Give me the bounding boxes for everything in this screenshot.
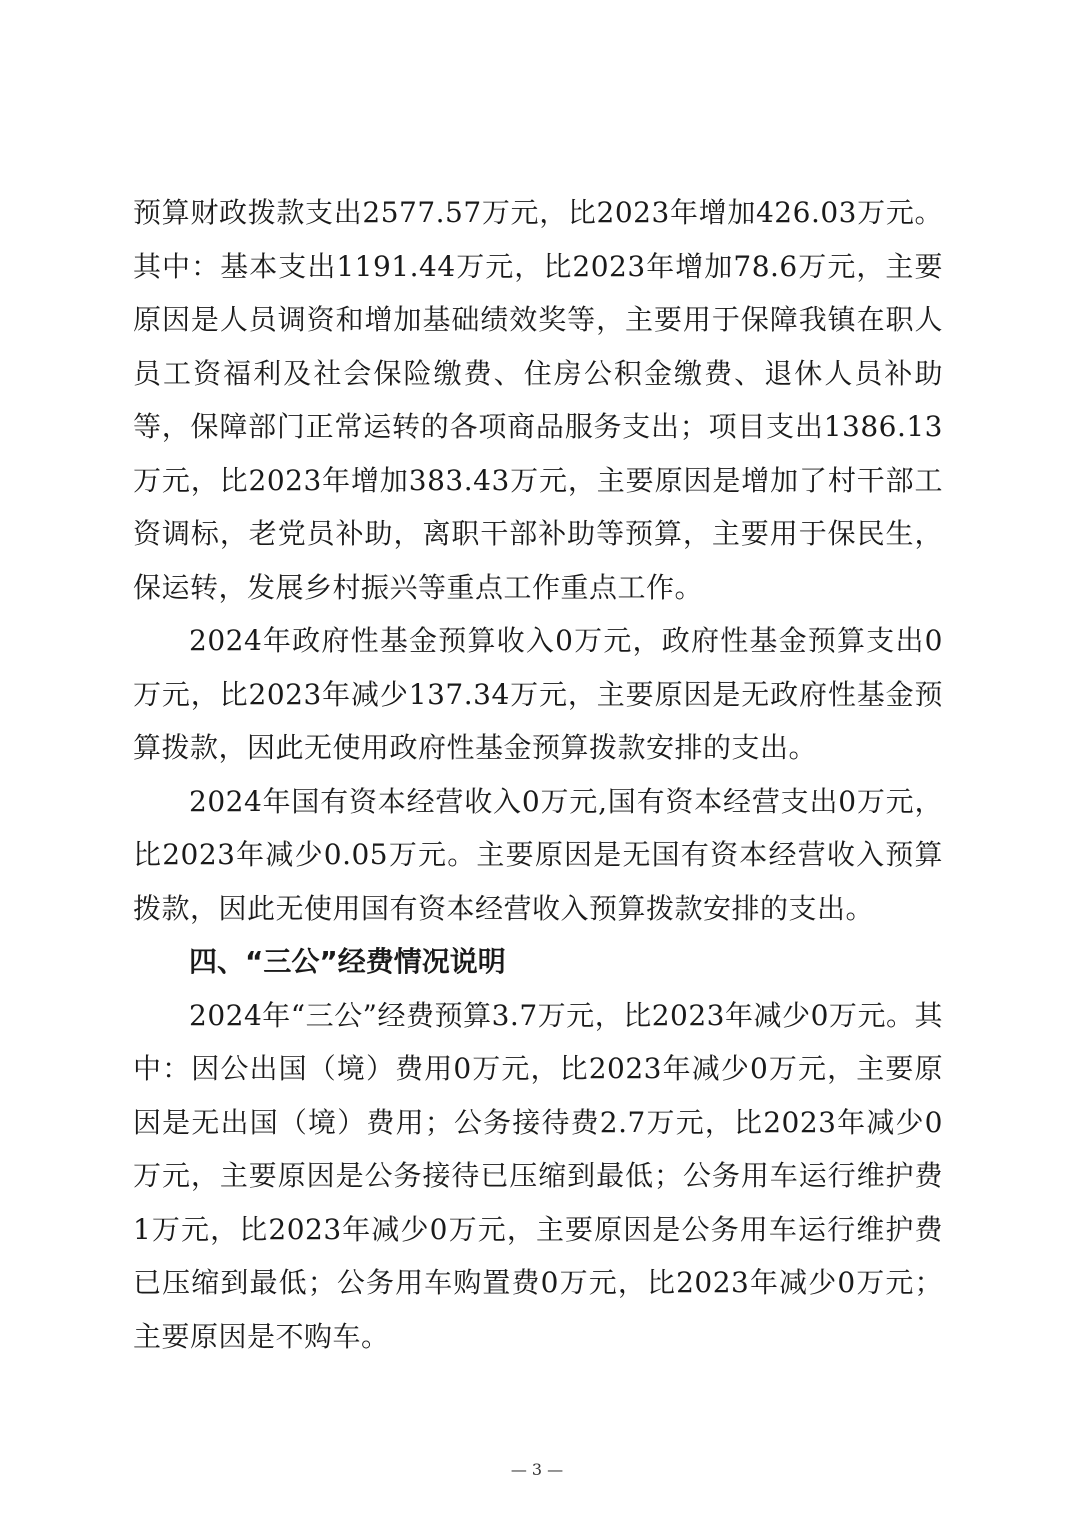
paragraph-budget-expenditure: 预算财政拨款支出2577.57万元，比2023年增加426.03万元。其中：基本支出1191.44万元，比2023年增加78.6万元，主要原因是人员调资和增加基础绩效奖等，主要用于保障我镇在职人员工资福利及社会保险缴费、住房公积金缴费、退休人员补助等，保障部门正常运转的各项商品服务支出；项目支出1386.13万元，比2023年增加383.43万元，主要原因是增加了村干部工资调标，老党员补助，离职干部补助等预算，主要用于保民生，保运转，发展乡村振兴等重点工作重点工作。 [133, 196, 943, 604]
paragraph-three-public-expenses: 2024年“三公”经费预算3.7万元，比2023年减少0万元。其中：因公出国（境）费用0万元，比2023年减少0万元，主要原因是无出国（境）费用；公务接待费2.7万元，比2023年减少0万元，主要原因是公务接待已压缩到最低；公务用车运行维护费1万元，比2023年减少0万元，主要原因是公务用车运行维护费已压缩到最低；公务用车购置费0万元，比2023年减少0万元；主要原因是不购车。 [133, 998, 943, 1353]
section-heading-three-public: 四、“三公”经费情况说明 [189, 945, 506, 978]
document-body [133, 186, 943, 1363]
paragraph-government-fund: 2024年政府性基金预算收入0万元，政府性基金预算支出0万元，比2023年减少137.34万元，主要原因是无政府性基金预算拨款，因此无使用政府性基金预算拨款安排的支出。 [133, 624, 943, 764]
paragraph-state-capital: 2024年国有资本经营收入0万元,国有资本经营支出0万元，比2023年减少0.05万元。主要原因是无国有资本经营收入预算拨款，因此无使用国有资本经营收入预算拨款安排的支出。 [133, 784, 943, 925]
page-number: — 3 — [510, 1460, 564, 1479]
